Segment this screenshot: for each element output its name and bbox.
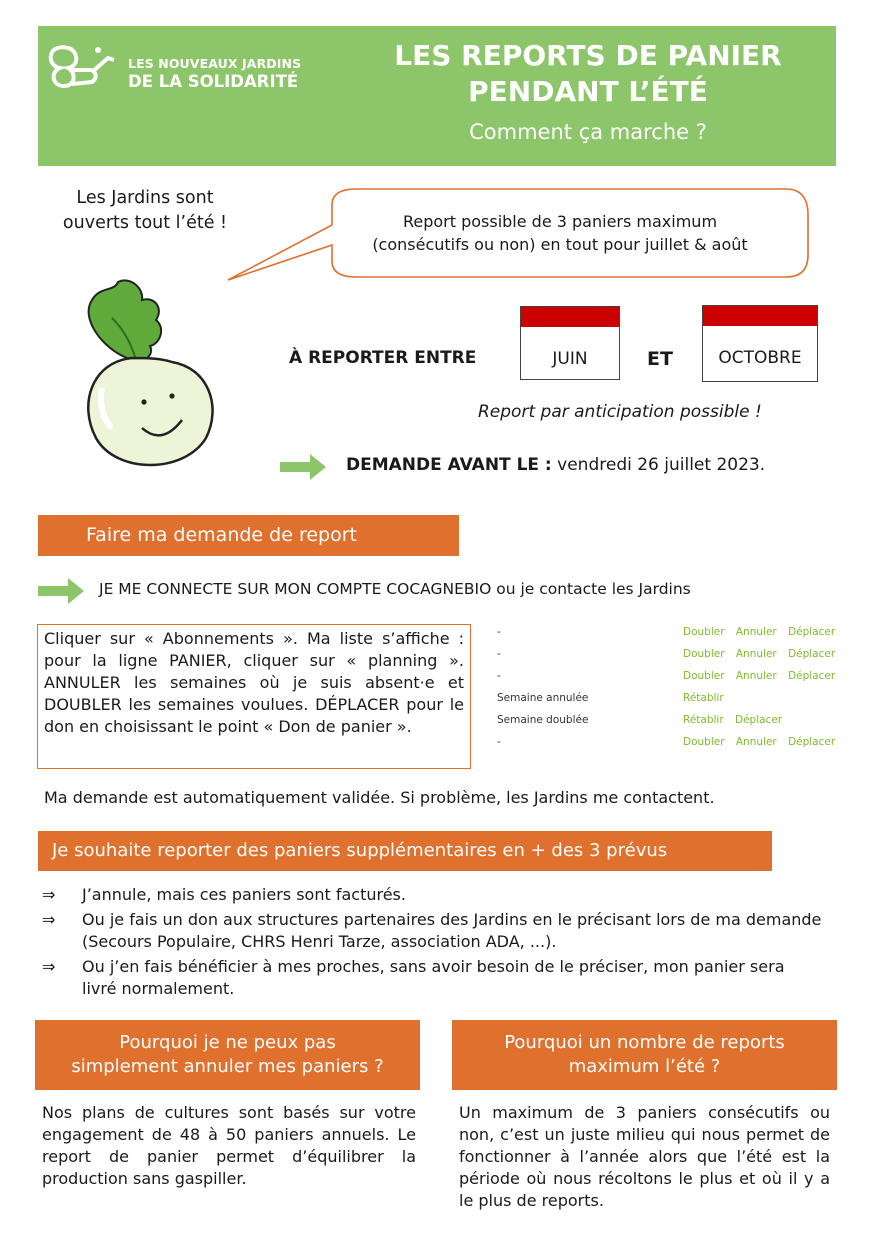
cancel-action[interactable]: Annuler xyxy=(735,626,777,638)
deadline-date: vendredi 26 juillet 2023. xyxy=(551,455,766,475)
logo-watering-can-icon xyxy=(46,40,118,92)
turnip-mascot-icon xyxy=(72,278,222,473)
calendar-end xyxy=(702,305,818,382)
section-banner-request: Faire ma demande de report xyxy=(38,515,459,556)
list-item xyxy=(42,909,822,953)
faq-question-1-line2: simplement annuler mes paniers ? xyxy=(71,1056,384,1077)
move-action[interactable]: Déplacer xyxy=(788,670,836,682)
intro-text xyxy=(40,186,250,236)
planning-row-label: Semaine doublée xyxy=(497,714,589,726)
double-arrow-icon: ⇒ xyxy=(42,910,56,929)
page-title xyxy=(348,38,828,110)
double-action[interactable]: Doubler xyxy=(683,736,725,748)
anticipation-note: Report par anticipation possible ! xyxy=(478,402,762,422)
double-action[interactable]: Doubler xyxy=(683,670,725,682)
page-subtitle: Comment ça marche ? xyxy=(469,120,707,144)
planning-row-label: - xyxy=(497,670,501,682)
list-item-text: Ou je fais un don aux structures partenaires des Jardins en le précisant lors de ma demande (Secours Populaire, CHRS Henri Tarze, association ADA, ...). xyxy=(82,910,822,951)
list-item-text: J’annule, mais ces paniers sont facturés. xyxy=(82,885,406,904)
faq-question-1 xyxy=(35,1020,420,1090)
page-title-line2: PENDANT L’ÉTÉ xyxy=(468,75,708,108)
cancel-action[interactable]: Annuler xyxy=(735,736,777,748)
deadline-text xyxy=(346,455,765,475)
restore-action[interactable]: Rétablir xyxy=(683,714,724,726)
double-arrow-icon: ⇒ xyxy=(42,957,56,976)
arrow-right-icon xyxy=(280,454,326,480)
instructions-text: Cliquer sur « Abonnements ». Ma liste s’affiche : pour la ligne PANIER, cliquer sur « planning ». ANNULER les semaines où je suis absent·e et DOUBLER les semaines voulues. DÉPLACER pour le don en choisissant le point « Don de panier ». xyxy=(44,629,464,736)
list-item xyxy=(42,956,822,1000)
list-item-text: Ou j’en fais bénéficier à mes proches, sans avoir besoin de le préciser, mon panier sera livré normalement. xyxy=(82,957,785,998)
faq-question-2-line2: maximum l’été ? xyxy=(568,1056,721,1077)
brand-name-small: LES NOUVEAUX JARDINS xyxy=(128,56,302,71)
planning-row-label: Semaine annulée xyxy=(497,692,589,704)
validation-note: Ma demande est automatiquement validée. Si problème, les Jardins me contactent. xyxy=(44,788,715,807)
move-action[interactable]: Déplacer xyxy=(735,714,783,726)
faq-answer-1: Nos plans de cultures sont basés sur votre engagement de 48 à 50 paniers annuels. Le report de panier permet d’équilibrer la production sans gaspiller. xyxy=(42,1103,416,1188)
calendar-header-icon xyxy=(521,307,619,327)
connect-instruction: JE ME CONNECTE SUR MON COMPTE COCAGNEBIO ou je contacte les Jardins xyxy=(99,580,691,598)
faq-question-2 xyxy=(452,1020,837,1090)
page-title-line1: LES REPORTS DE PANIER xyxy=(394,39,782,72)
bubble-text xyxy=(330,210,790,256)
bubble-line2: (consécutifs ou non) en tout pour juillet & août xyxy=(372,235,748,254)
calendar-header-icon xyxy=(703,306,817,326)
deadline-label: DEMANDE AVANT LE : xyxy=(346,455,552,475)
calendar-start xyxy=(520,306,620,380)
faq-answer-2: Un maximum de 3 paniers consécutifs ou non, c’est un juste milieu qui nous permet de fonctionner à l’année alors que l’été est la période où nous récoltons le plus et où il y a le plus de reports. xyxy=(459,1103,830,1210)
period-joiner: ET xyxy=(647,348,673,370)
report-period-label: À REPORTER ENTRE xyxy=(289,348,477,368)
arrow-right-icon xyxy=(38,578,84,604)
planning-row-label: - xyxy=(497,648,501,660)
instructions-box xyxy=(37,624,471,769)
cancel-action[interactable]: Annuler xyxy=(735,670,777,682)
double-action[interactable]: Doubler xyxy=(683,626,725,638)
move-action[interactable]: Déplacer xyxy=(788,648,836,660)
faq-question-1-line1: Pourquoi je ne peux pas xyxy=(119,1032,336,1053)
bubble-line1: Report possible de 3 paniers maximum xyxy=(402,212,718,231)
planning-row-label: - xyxy=(497,736,501,748)
double-action[interactable]: Doubler xyxy=(683,648,725,660)
intro-line1: Les Jardins sont xyxy=(76,188,214,208)
calendar-end-month: OCTOBRE xyxy=(718,348,802,368)
calendar-start-month: JUIN xyxy=(552,349,588,369)
move-action[interactable]: Déplacer xyxy=(788,736,836,748)
intro-line2: ouverts tout l’été ! xyxy=(62,213,228,233)
brand-name-big: DE LA SOLIDARITÉ xyxy=(128,72,299,91)
double-arrow-icon: ⇒ xyxy=(42,885,56,904)
list-item xyxy=(42,884,822,906)
options-list xyxy=(42,884,822,1003)
planning-row-label: - xyxy=(497,626,501,638)
section-banner-extra: Je souhaite reporter des paniers supplémentaires en + des 3 prévus xyxy=(38,831,772,871)
faq-question-2-line1: Pourquoi un nombre de reports xyxy=(504,1032,785,1053)
restore-action[interactable]: Rétablir xyxy=(683,692,724,704)
cancel-action[interactable]: Annuler xyxy=(735,648,777,660)
header-banner xyxy=(38,26,836,166)
move-action[interactable]: Déplacer xyxy=(788,626,836,638)
